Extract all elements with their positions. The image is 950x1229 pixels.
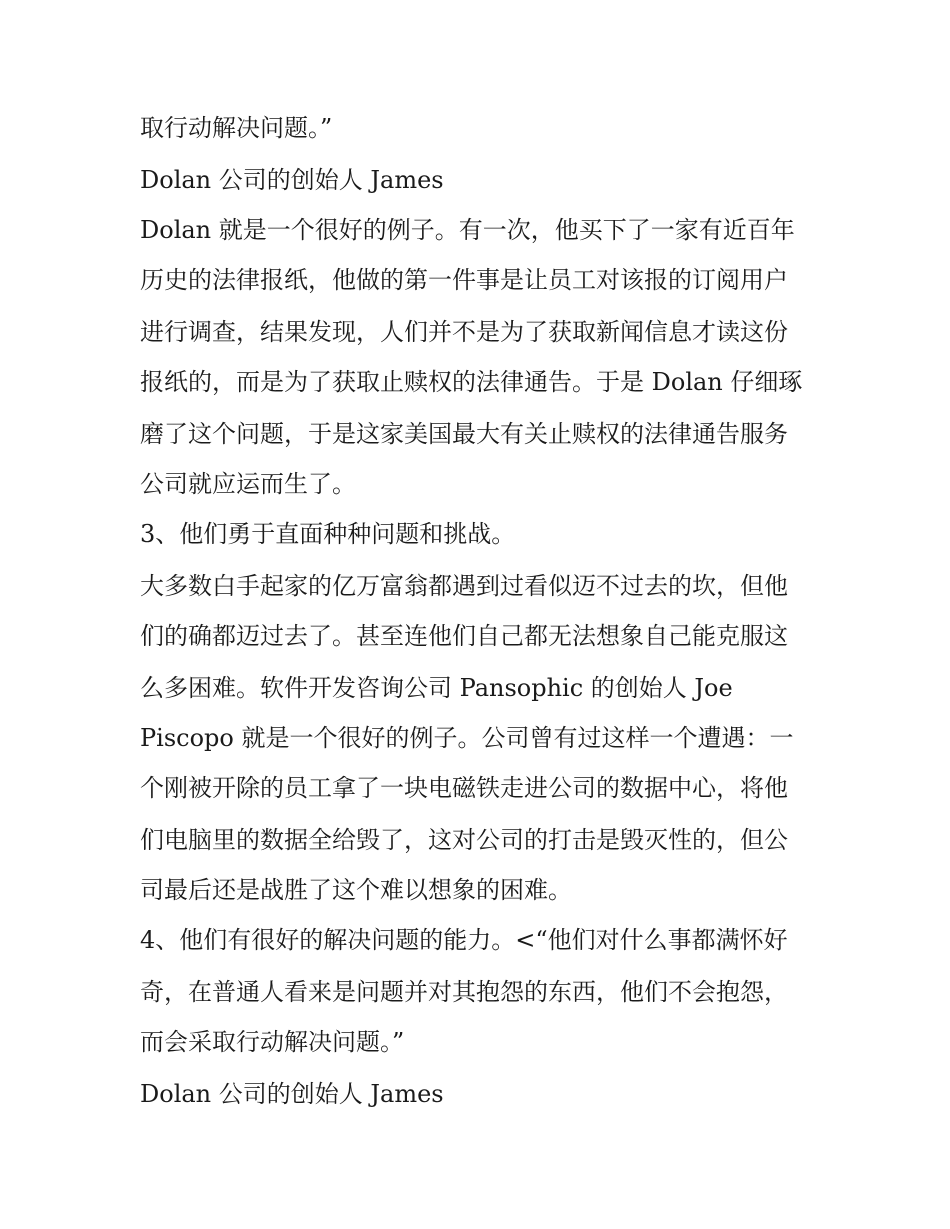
section-heading: 4、他们有很好的解决问题的能力。<“他们对什么事都满怀好 xyxy=(140,926,788,954)
text-line: 司最后还是战胜了这个难以想象的困难。 xyxy=(140,876,572,904)
text-line: 历史的法律报纸，他做的第一件事是让员工对该报的订阅用户 xyxy=(140,266,788,294)
text-line: 进行调查，结果发现，人们并不是为了获取新闻信息才读这份 xyxy=(140,318,788,346)
text-line: 们的确都迈过去了。甚至连他们自己都无法想象自己能克服这 xyxy=(140,622,788,650)
text-line: Dolan 公司的创始人 James xyxy=(140,1080,444,1108)
text-line: 们电脑里的数据全给毁了，这对公司的打击是毁灭性的，但公 xyxy=(140,826,788,854)
text-line: 么多困难。软件开发咨询公司 Pansophic 的创始人 Joe xyxy=(140,674,733,702)
section-heading: 3、他们勇于直面种种问题和挑战。 xyxy=(140,520,516,548)
text-line: 磨了这个问题，于是这家美国最大有关止赎权的法律通告服务 xyxy=(140,420,788,448)
text-line: 奇，在普通人看来是问题并对其抱怨的东西，他们不会抱怨， xyxy=(140,978,788,1006)
text-line: Dolan 公司的创始人 James xyxy=(140,166,444,194)
text-line: 大多数白手起家的亿万富翁都遇到过看似迈不过去的坎，但他 xyxy=(140,572,788,600)
text-line: Piscopo 就是一个很好的例子。公司曾有过这样一个遭遇：一 xyxy=(140,724,794,752)
text-line: 公司就应运而生了。 xyxy=(140,470,356,498)
text-line: 而会采取行动解决问题。” xyxy=(140,1028,405,1056)
text-line: 个刚被开除的员工拿了一块电磁铁走进公司的数据中心，将他 xyxy=(140,774,788,802)
text-line: Dolan 就是一个很好的例子。有一次，他买下了一家有近百年 xyxy=(140,216,795,244)
text-line: 取行动解决问题。” xyxy=(140,114,333,142)
text-line: 报纸的，而是为了获取止赎权的法律通告。于是 Dolan 仔细琢 xyxy=(140,368,803,396)
